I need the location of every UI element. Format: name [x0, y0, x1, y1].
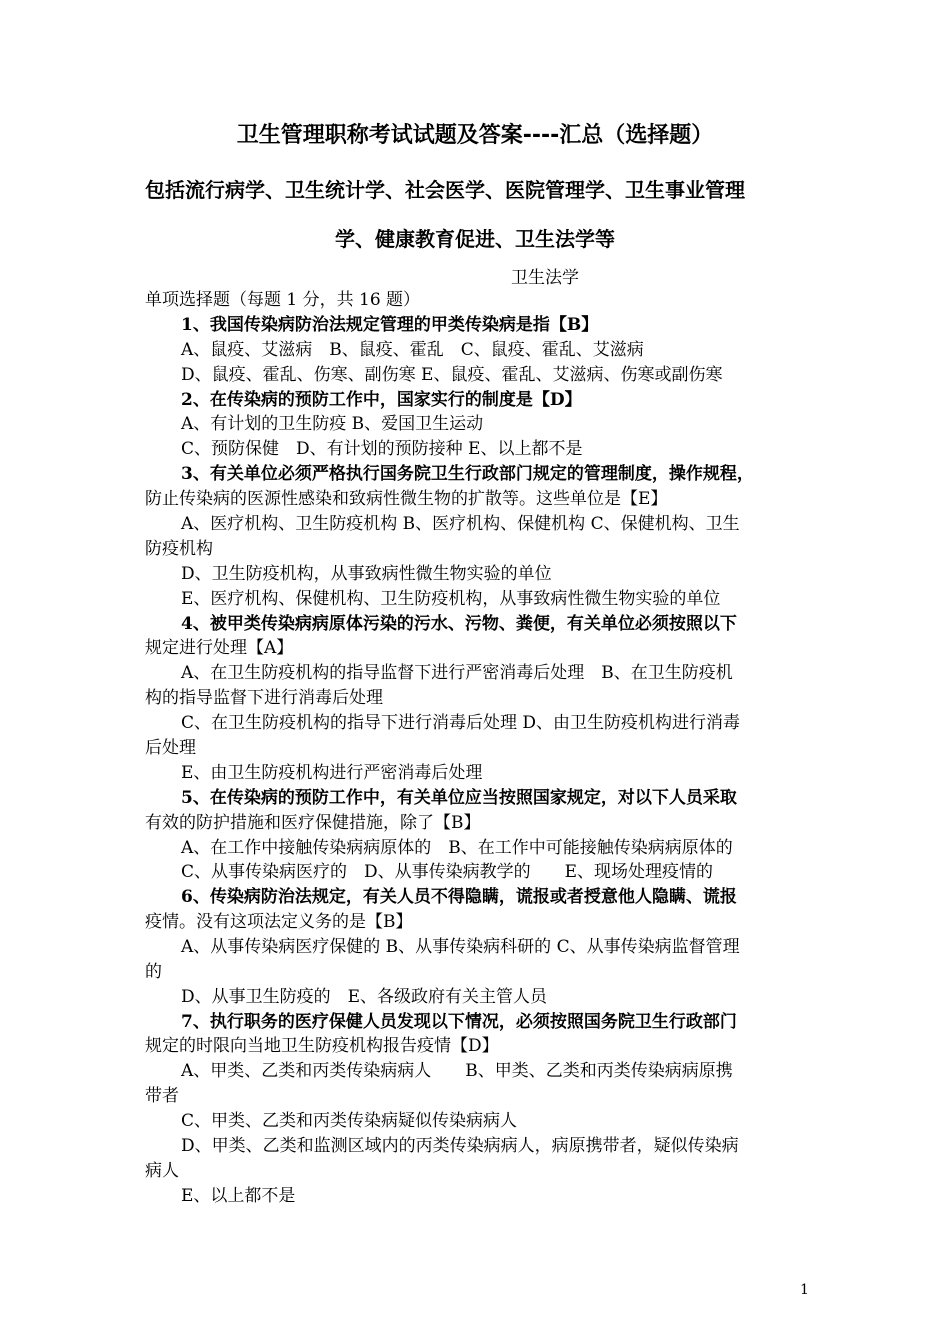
question-intro: 单项选择题（每题 1 分，共 16 题）: [145, 290, 421, 310]
question-line-cont: 有效的防护措施和医疗保健措施，除了【B】: [145, 813, 481, 833]
option-line-cont: 后处理: [145, 738, 196, 758]
option-line: A、医疗机构、卫生防疫机构 B、医疗机构、保健机构 C、保健机构、卫生: [181, 514, 740, 534]
page-number: 1: [800, 1282, 809, 1298]
option-line: C、从事传染病医疗的 D、从事传染病教学的 E、现场处理疫情的: [181, 862, 714, 882]
option-line: C、在卫生防疫机构的指导下进行消毒后处理 D、由卫生防疫机构进行消毒: [181, 713, 741, 733]
subtitle-line-2: 学、健康教育促进、卫生法学等: [335, 227, 615, 251]
question-line-cont: 疫情。没有这项法定义务的是【B】: [145, 912, 413, 932]
option-line: E、由卫生防疫机构进行严密消毒后处理: [181, 763, 483, 783]
question-line-cont: 防止传染病的医源性感染和致病性微生物的扩散等。这些单位是【E】: [145, 489, 668, 509]
option-line: A、鼠疫、艾滋病 B、鼠疫、霍乱 C、鼠疫、霍乱、艾滋病: [181, 340, 644, 360]
option-line: A、在卫生防疫机构的指导监督下进行严密消毒后处理 B、在卫生防疫机: [181, 663, 733, 683]
question-line: 2、在传染病的预防工作中，国家实行的制度是【D】: [181, 390, 582, 410]
option-line-cont: 构的指导监督下进行消毒后处理: [145, 688, 383, 708]
question-line: 6、传染病防治法规定，有关人员不得隐瞒，谎报或者授意他人隐瞒、谎报: [181, 887, 737, 907]
option-line-cont: 的: [145, 962, 162, 982]
question-line: 5、在传染病的预防工作中，有关单位应当按照国家规定，对以下人员采取: [181, 788, 737, 808]
question-line-cont: 规定的时限向当地卫生防疫机构报告疫情【D】: [145, 1036, 499, 1056]
option-line: C、甲类、乙类和丙类传染病疑似传染病病人: [181, 1111, 518, 1131]
option-line: D、鼠疫、霍乱、伤寒、副伤寒 E、鼠疫、霍乱、艾滋病、伤寒或副伤寒: [181, 365, 723, 385]
option-line: E、以上都不是: [181, 1186, 296, 1206]
option-line: E、医疗机构、保健机构、卫生防疫机构，从事致病性微生物实验的单位: [181, 589, 721, 609]
option-line: D、从事卫生防疫的 E、各级政府有关主管人员: [181, 987, 548, 1007]
option-line: D、甲类、乙类和监测区域内的丙类传染病病人，病原携带者，疑似传染病: [181, 1136, 739, 1156]
option-line-cont: 带者: [145, 1086, 179, 1106]
subtitle-line-1: 包括流行病学、卫生统计学、社会医学、医院管理学、卫生事业管理: [145, 178, 745, 202]
option-line-cont: 防疫机构: [145, 539, 213, 559]
option-line: C、预防保健 D、有计划的预防接种 E、以上都不是: [181, 439, 583, 459]
question-line: 7、执行职务的医疗保健人员发现以下情况，必须按照国务院卫生行政部门: [181, 1012, 737, 1032]
question-line: 4、被甲类传染病病原体污染的污水、污物、粪便，有关单位必须按照以下: [181, 614, 737, 634]
option-line: A、有计划的卫生防疫 B、爱国卫生运动: [181, 414, 484, 434]
option-line: A、在工作中接触传染病病原体的 B、在工作中可能接触传染病病原体的: [181, 838, 733, 858]
option-line-cont: 病人: [145, 1161, 179, 1181]
question-line: 1、我国传染病防治法规定管理的甲类传染病是指【B】: [181, 315, 599, 335]
option-line: A、甲类、乙类和丙类传染病病人 B、甲类、乙类和丙类传染病病原携: [181, 1061, 733, 1081]
question-line: 3、有关单位必须严格执行国务院卫生行政部门规定的管理制度，操作规程，: [181, 464, 754, 484]
document-title: 卫生管理职称考试试题及答案----汇总（选择题）: [236, 123, 714, 148]
option-line: A、从事传染病医疗保健的 B、从事传染病科研的 C、从事传染病监督管理: [181, 937, 740, 957]
question-line-cont: 规定进行处理【A】: [145, 638, 294, 658]
section-heading: 卫生法学: [511, 268, 579, 288]
option-line: D、卫生防疫机构，从事致病性微生物实验的单位: [181, 564, 552, 584]
